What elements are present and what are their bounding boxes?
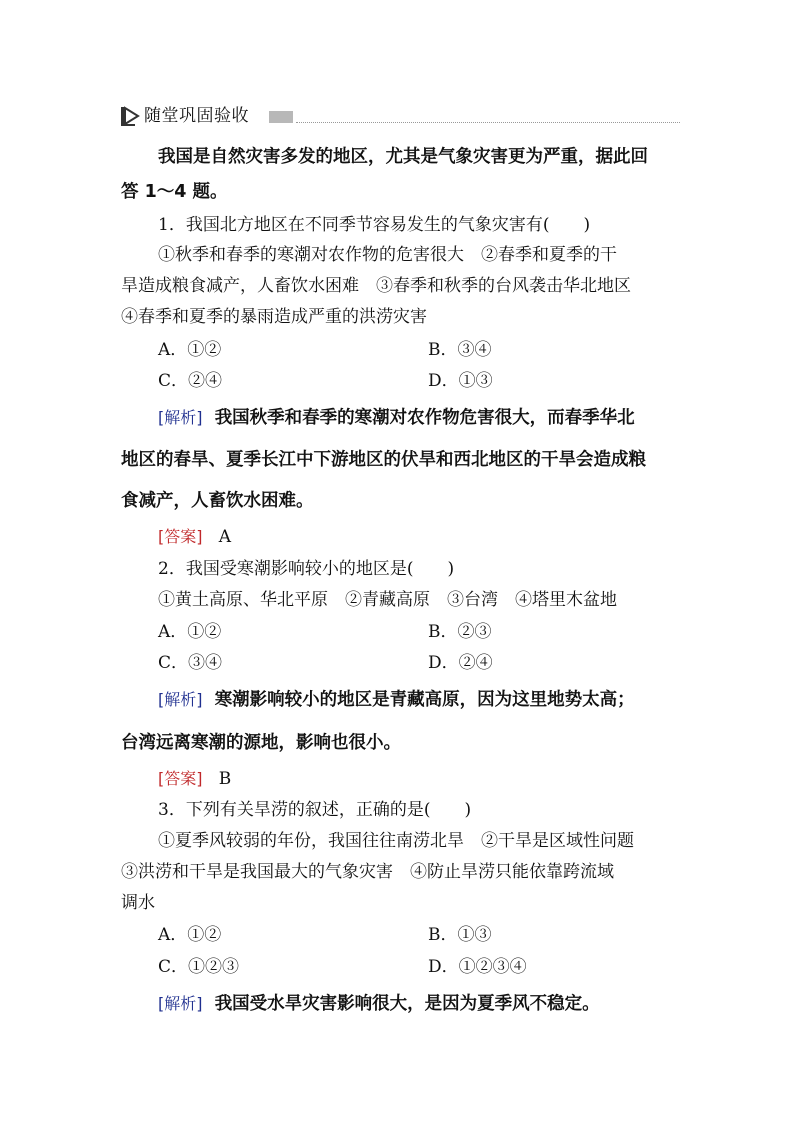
q3-option-b: B．①③ [428,925,492,945]
q3-statement-3: 调水 [121,893,155,913]
q1-answer [158,525,231,549]
q1-statement-2: 旱造成粮食减产，人畜饮水困难 ③春季和秋季的台风袭击华北地区 [121,276,631,296]
q1-analysis-line-1 [158,406,635,430]
q3-stem: 3．下列有关旱涝的叙述，正确的是( ) [158,800,472,820]
q2-answer [158,767,231,791]
analysis-tag: [解析] [158,994,203,1013]
q3-analysis-line-1 [158,992,600,1016]
answer-tag: [答案] [158,527,203,546]
section-title: 随堂巩固验收 [144,106,249,126]
q3-statement-2: ③洪涝和干旱是我国最大的气象灾害 ④防止旱涝只能依靠跨流域 [121,862,614,882]
q1-analysis-line-3: 食减产，人畜饮水困难。 [121,491,314,511]
q2-option-d: D．②④ [428,653,493,673]
q1-stem: 1．我国北方地区在不同季节容易发生的气象灾害有( ) [158,215,591,235]
q1-answer-value: A [218,527,231,547]
q2-analysis-line-2: 台湾远离寒潮的源地，影响也很小。 [121,733,401,753]
q2-option-a: A．①② [158,622,222,642]
analysis-tag: [解析] [158,408,203,427]
q3-analysis-text-1: 我国受水旱灾害影响很大，是因为夏季风不稳定。 [214,994,600,1014]
q2-option-b: B．②③ [428,622,492,642]
analysis-tag: [解析] [158,690,203,709]
q1-option-a: A．①② [158,340,222,360]
q2-statement-1: ①黄土高原、华北平原 ②青藏高原 ③台湾 ④塔里木盆地 [158,590,617,610]
q3-option-c: C．①②③ [158,957,240,977]
q3-option-a: A．①② [158,925,222,945]
q1-option-d: D．①③ [428,371,493,391]
header-gray-bar [269,111,293,123]
q3-statement-1: ①夏季风较弱的年份，我国往往南涝北旱 ②干旱是区域性问题 [158,831,634,851]
q1-analysis-line-2: 地区的春旱、夏季长江中下游地区的伏旱和西北地区的干旱会造成粮 [121,450,646,470]
q2-analysis-line-1 [158,688,635,712]
q1-option-b: B．③④ [428,340,492,360]
intro-line-1: 我国是自然灾害多发的地区，尤其是气象灾害更为严重，据此回 [158,147,648,167]
play-arrow-icon [120,105,140,127]
q1-statement-1: ①秋季和春季的寒潮对农作物的危害很大 ②春季和夏季的干 [158,245,617,265]
q1-statement-3: ④春季和夏季的暴雨造成严重的洪涝灾害 [121,307,427,327]
q2-option-c: C．③④ [158,653,223,673]
intro-line-2: 答 1～4 题。 [121,182,228,202]
q2-answer-value: B [218,769,232,789]
q1-analysis-text-1: 我国秋季和春季的寒潮对农作物危害很大，而春季华北 [214,408,635,428]
answer-tag: [答案] [158,769,203,788]
header-dotted-line [296,122,680,123]
q2-stem: 2．我国受寒潮影响较小的地区是( ) [158,559,455,579]
section-header [120,104,680,128]
q1-option-c: C．②④ [158,371,223,391]
q2-analysis-text-1: 寒潮影响较小的地区是青藏高原，因为这里地势太高； [214,690,635,710]
q3-option-d: D．①②③④ [428,957,527,977]
